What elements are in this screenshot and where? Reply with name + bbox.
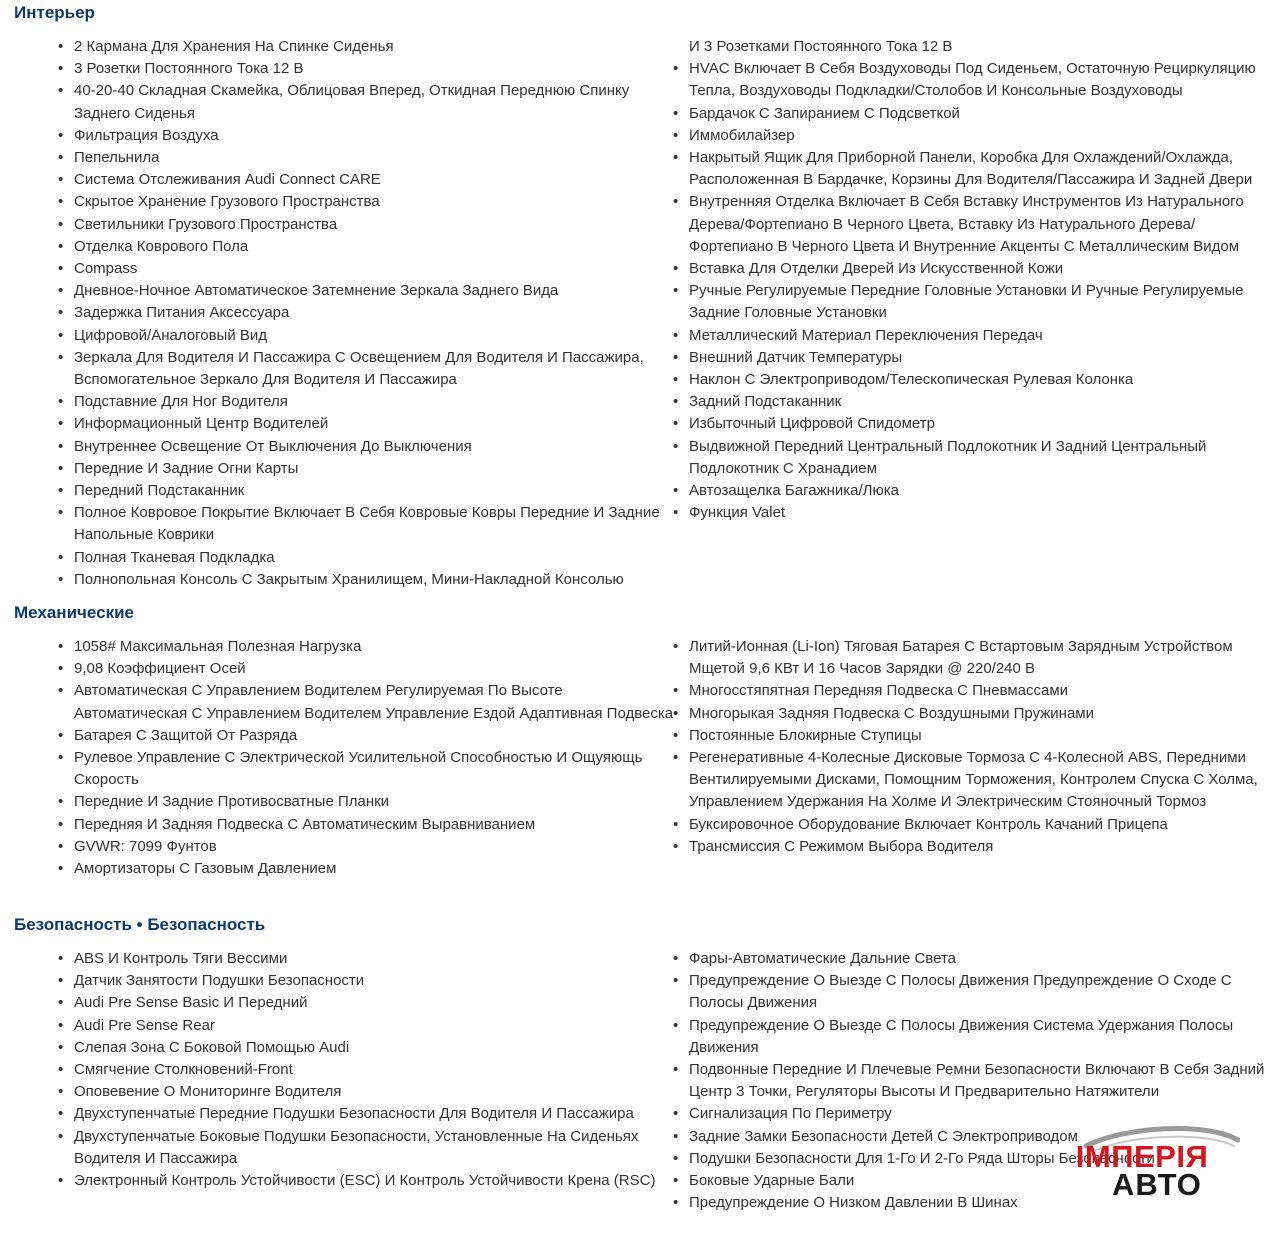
interior-left-list <box>74 36 674 591</box>
list-item: • Информационный Центр Водителей <box>74 413 674 435</box>
list-item: • Ручные Регулируемые Передние Головные Установки И Ручные Регулируемые Задние Головные Установки <box>689 280 1277 324</box>
list-item: • Передние И Задние Огни Карты <box>74 458 674 480</box>
list-item: • Буксировочное Оборудование Включает Контроль Качаний Прицепа <box>689 814 1277 836</box>
list-item: • Система Отслеживания Audi Connect CARE <box>74 169 674 191</box>
list-item: • Полная Тканевая Подкладка <box>74 547 674 569</box>
logo-line2: АВТО <box>1112 1167 1202 1202</box>
list-item: • Скрытое Хранение Грузового Пространства <box>74 191 674 213</box>
list-item: • Смягчение Столкновений-Front <box>74 1059 674 1081</box>
safety-left-list <box>74 948 674 1192</box>
list-item: • 1058# Максимальная Полезная Нагрузка <box>74 636 674 658</box>
list-item: • 2 Кармана Для Хранения На Спинке Сиденья <box>74 36 674 58</box>
list-item: • Литий-Ионная (Li-Ion) Тяговая Батарея С Встартовым Зарядным Устройством Мщетой 9,6 КВт И 16 Часов Зарядки @ 220/240 В <box>689 636 1277 680</box>
list-item: • Двухступенчатые Боковые Подушки Безопасности, Установленные На Сиденьях Водителя И Пассажира <box>74 1126 674 1170</box>
mechanical-right-list <box>689 636 1277 858</box>
list-item: • Оповевение О Мониторинге Водителя <box>74 1081 674 1103</box>
list-item: • Передняя И Задняя Подвеска С Автоматическим Выравниванием <box>74 814 674 836</box>
list-item: • Передние И Задние Противосватные Планки <box>74 791 674 813</box>
section-title-mechanical: Механические <box>14 603 134 622</box>
list-item: • Полнопольная Консоль С Закрытым Хранилищем, Мини-Накладной Консолью <box>74 569 674 591</box>
list-item: • Регенеративные 4-Колесные Дисковые Тормоза С 4-Колесной ABS, Передними Вентилируемыми Дисками, Помощним Торможения, Контролем Спуска С Холма, Управлением Удержания На Холме И Электрическим Стояночный Тормоз <box>689 747 1277 814</box>
list-item: • Выдвижной Передний Центральный Подлокотник И Задний Центральный Подлокотник С Хранадием <box>689 436 1277 480</box>
list-item: • Дневное-Ночное Автоматическое Затемнение Зеркала Заднего Вида <box>74 280 674 302</box>
list-item: • Вставка Для Отделки Дверей Из Искусственной Кожи <box>689 258 1277 280</box>
list-item: • Задержка Питания Аксессуара <box>74 302 674 324</box>
list-item: • Электронный Контроль Устойчивости (ESC) И Контроль Устойчивости Крена (RSC) <box>74 1170 674 1192</box>
list-item: • 40-20-40 Складная Скамейка, Облицовая Вперед, Откидная Переднюю Спинку Заднего Сиденья <box>74 80 674 124</box>
list-item: • Автоматическая С Управлением Водителем Регулируемая По Высоте Автоматическая С Управлением Водителем Управление Ездой Адаптивная Подвеска <box>74 680 674 724</box>
list-item: • HVAC Включает В Себя Воздуховоды Под Сиденьем, Остаточную Рециркуляцию Тепла, Воздуховоды Подкладки/Столобов И Консольные Воздуховоды <box>689 58 1277 102</box>
list-item: • Избыточный Цифровой Спидометр <box>689 413 1277 435</box>
list-item: • Датчик Занятости Подушки Безопасности <box>74 970 674 992</box>
list-item: • Цифровой/Аналоговый Вид <box>74 325 674 347</box>
list-item: • Трансмиссия С Режимом Выбора Водителя <box>689 836 1277 858</box>
list-item: • Двухступенчатые Передние Подушки Безопасности Для Водителя И Пассажира <box>74 1103 674 1125</box>
list-item: • Сигнализация По Периметру <box>689 1103 1277 1125</box>
list-item: • Бардачок С Запиранием С Подсветкой <box>689 103 1277 125</box>
list-item: • Металлический Материал Переключения Передач <box>689 325 1277 347</box>
list-item: • 9,08 Коэффициент Осей <box>74 658 674 680</box>
list-item: • Светильники Грузового Пространства <box>74 214 674 236</box>
list-item: • Внутренняя Отделка Включает В Себя Вставку Инструментов Из Натурального Дерева/Фортепиано В Черного Цвета, Вставку Из Натурального Дерева/ Фортепиано В Черного Цвета И Внутренние Акценты С Металлическим Видом <box>689 191 1277 258</box>
list-item: • Подушки Безопасности Для 1-Го И 2-Го Ряда Шторы Безопасности <box>689 1148 1277 1170</box>
list-item: • Слепая Зона С Боковой Помощью Audi <box>74 1037 674 1059</box>
list-item: • Многорыкая Задняя Подвеска С Воздушными Пружинами <box>689 703 1277 725</box>
list-item: • Задние Замки Безопасности Детей С Электроприводом <box>689 1126 1277 1148</box>
list-item: • Audi Pre Sense Basic И Передний <box>74 992 674 1014</box>
list-item: • Фары-Автоматические Дальние Света <box>689 948 1277 970</box>
list-item: • Автозащелка Багажника/Люка <box>689 480 1277 502</box>
list-item-continuation: И 3 Розетками Постоянного Тока 12 В <box>689 38 953 55</box>
list-item: • Задний Подстаканник <box>689 391 1277 413</box>
imperia-avto-logo <box>1056 1124 1240 1204</box>
list-item: • Батарея С Защитой От Разряда <box>74 725 674 747</box>
section-title-interior: Интерьер <box>14 3 95 22</box>
list-item: • Предупреждение О Выезде С Полосы Движения Предупреждение О Сходе С Полосы Движения <box>689 970 1277 1014</box>
list-item: • Отделка Коврового Пола <box>74 236 674 258</box>
list-item: • Иммобилайзер <box>689 125 1277 147</box>
list-item: • Подставние Для Ног Водителя <box>74 391 674 413</box>
list-item: • Наклон С Электроприводом/Телескопическая Рулевая Колонка <box>689 369 1277 391</box>
section-title-safety: Безопасность • Безопасность <box>14 915 266 934</box>
list-item: • Пепельнила <box>74 147 674 169</box>
list-item: • Функция Valet <box>689 502 1277 524</box>
list-item: • Предупреждение О Низком Давлении В Шинах <box>689 1192 1277 1214</box>
list-item: • Рулевое Управление С Электрической Усилительной Способностью И Ощуяющь Скорость <box>74 747 674 791</box>
mechanical-left-list <box>74 636 674 880</box>
list-item: • Предупреждение О Выезде С Полосы Движения Система Удержания Полосы Движения <box>689 1015 1277 1059</box>
list-item: • Compass <box>74 258 674 280</box>
list-item: • Амортизаторы С Газовым Давлением <box>74 858 674 880</box>
list-item: • Audi Pre Sense Rear <box>74 1015 674 1037</box>
list-item: • ABS И Контроль Тяги Вессими <box>74 948 674 970</box>
list-item: • GVWR: 7099 Фунтов <box>74 836 674 858</box>
list-item: • 3 Розетки Постоянного Тока 12 В <box>74 58 674 80</box>
list-item: • Внутреннее Освещение От Выключения До Выключения <box>74 436 674 458</box>
list-item: • Подвонные Передние И Плечевые Ремни Безопасности Включают В Себя Задний Центр 3 Точки, Регуляторы Высоты И Предварительно Натяжители <box>689 1059 1277 1103</box>
list-item: • Передний Подстаканник <box>74 480 674 502</box>
list-item: • Зеркала Для Водителя И Пассажира С Освещением Для Водителя И Пассажира, Вспомогательное Зеркало Для Водителя И Пассажира <box>74 347 674 391</box>
list-item: • Боковые Ударные Бали <box>689 1170 1277 1192</box>
list-item: • Накрытый Ящик Для Приборной Панели, Коробка Для Охлаждений/Охлажда, Расположенная В Бардачке, Корзины Для Водителя/Пассажира И Задней Двери <box>689 147 1277 191</box>
interior-right-list <box>689 36 1277 524</box>
logo-line1: ІМПЕРІЯ <box>1075 1139 1209 1174</box>
list-item: • Полное Ковровое Покрытие Включает В Себя Ковровые Ковры Передние И Задние Напольные Коврики <box>74 502 674 546</box>
list-item: • Фильтрация Воздуха <box>74 125 674 147</box>
list-item: • Внешний Датчик Температуры <box>689 347 1277 369</box>
list-item: • Многосстяпятная Передняя Подвеска С Пневмассами <box>689 680 1277 702</box>
list-item: • Постоянные Блокирные Ступицы <box>689 725 1277 747</box>
